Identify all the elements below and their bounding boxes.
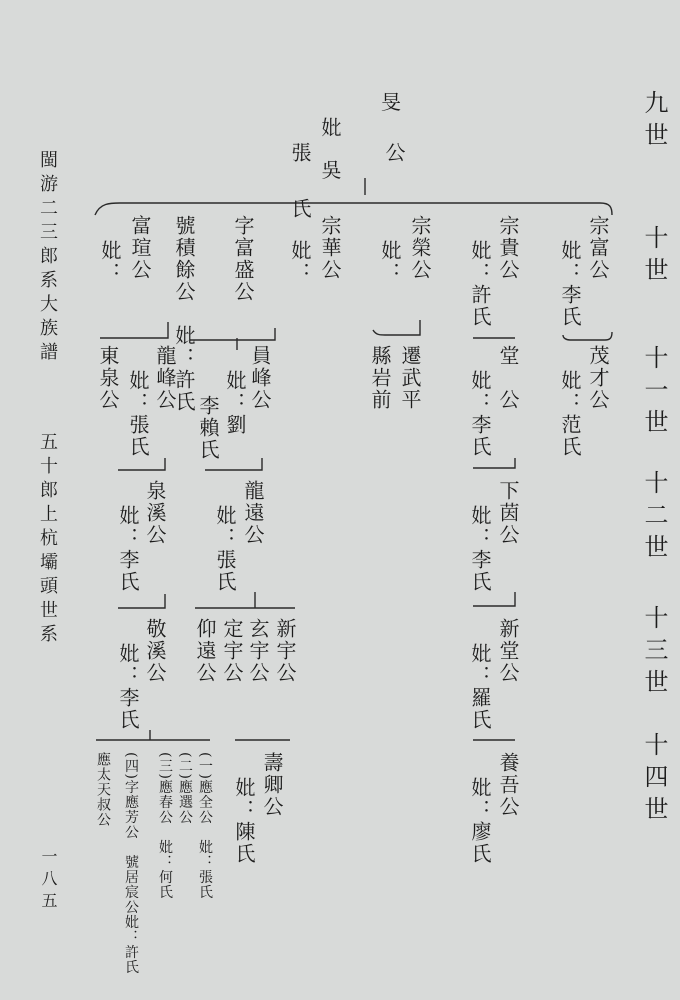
gen10-zongrong: 宗榮公 [408,215,432,281]
gen14-son-5: 應太天叔公 [95,752,111,827]
gen14-yangwu: 養吾公 [496,752,520,818]
gen11-longfeng-wife: 妣：張氏 [126,370,150,458]
gen10-zonggui-wife: 妣：許氏 [468,240,492,328]
gen10-zongfu: 宗富公 [586,215,610,281]
gen13-jingxi-wife: 妣：李氏 [116,643,140,731]
gen11-yuanfeng-wife: 妣：劉 [223,370,247,436]
book-title: 閩游二三郎系大族譜 [37,150,58,366]
page-number: 一八五 [39,848,58,914]
gen10-zonghua-wife: 妣： [288,240,312,284]
gen12-quanxi: 泉溪公 [143,480,167,546]
gen14-son-1: (一)應全公 妣：張氏 [197,752,213,900]
gen14-shouqing-wife: 妣：陳氏 [232,777,256,865]
root-head: 旻 [381,90,401,114]
gen13-xuanyu: 玄宇公 [246,618,270,684]
gen11-qianwu-place: 縣岩前 [368,345,392,411]
gen10-zonghua: 宗華公 [318,215,342,281]
gen13-yangyuan: 仰遠公 [193,618,217,684]
gen10-fusheng: 字富盛公 [231,215,255,303]
gen12-xiaqun-wife: 妣：李氏 [468,505,492,593]
gen11-maocai: 茂才公 [586,345,610,411]
gen14-son-2: (二)應選公 [177,752,193,825]
gen14-shouqing: 壽卿公 [260,752,284,818]
gen10-zongrong-wife: 妣： [378,240,402,284]
gen12-longyuan: 龍遠公 [241,480,265,546]
gen11-longfeng: 龍峰公 [153,345,177,411]
generation-9: 九世 [640,90,668,154]
gen12-xiaqun: 下茵公 [496,480,520,546]
gen14-son-3: (三)應春公 妣：何氏 [157,752,173,900]
root-wife-1: 妣 吳 [318,117,342,188]
gen14-yangwu-wife: 妣：廖氏 [468,777,492,865]
gen13-xintang: 新堂公 [496,618,520,684]
lineage-subtitle: 五十郎上杭壩頭世系 [37,432,58,648]
generation-11: 十一世 [640,345,668,441]
gen10-fuxuan: 富瑄公 [128,215,152,281]
gen11-yuanfeng-extra: 李賴氏 [196,395,220,461]
gen11-tang: 堂 公 [496,345,520,411]
gen12-quanxi-wife: 妣：李氏 [116,505,140,593]
generation-10: 十世 [640,225,668,289]
gen11-dongquan: 東泉公 [96,345,120,411]
gen12-longyuan-wife: 妣：張氏 [213,505,237,593]
gen14-son-4: (四)字應芳公 號居宸公妣：許氏 [123,752,139,975]
gen13-xintang-wife: 妣：羅氏 [468,643,492,731]
gen11-qianwu: 遷武平 [398,345,422,411]
gen11-tang-wife: 妣：李氏 [468,370,492,458]
gen10-fuxuan-wife: 妣： [98,240,122,284]
generation-14: 十四世 [640,732,668,828]
gen10-zonggui: 宗貴公 [496,215,520,281]
generation-13: 十三世 [640,605,668,701]
gen10-zongfu-wife: 妣：李氏 [558,240,582,328]
generation-12: 十二世 [640,470,668,566]
gen11-maocai-wife: 妣：范氏 [558,370,582,458]
gen11-yuanfeng: 員峰公 [248,345,272,411]
gen13-dingyu: 定宇公 [220,618,244,684]
gen10-fusheng-wife: 號積餘公 妣：許氏 [172,215,196,413]
gen13-xinyu: 新宇公 [273,618,297,684]
root-wife-2: 張 氏 [288,142,312,226]
gen13-jingxi: 敬溪公 [143,618,167,684]
root-name: 公 [382,142,406,164]
